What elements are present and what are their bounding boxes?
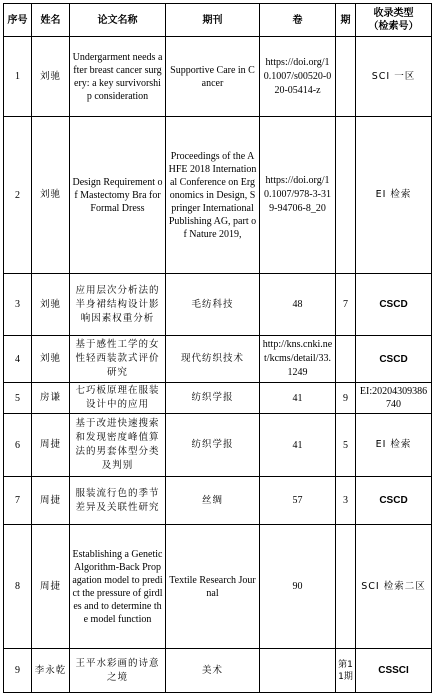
header-volume: 卷 <box>260 4 336 37</box>
cell-name: 刘驰 <box>32 37 70 117</box>
cell-journal: 纺织学报 <box>166 383 260 414</box>
cell-journal: Proceedings of the AHFE 2018 International Conference on Ergonomics in Design, Springer International Publishing AG, part of Nature 2019, <box>166 117 260 274</box>
cell-seq: 5 <box>4 383 32 414</box>
cell-volume: 57 <box>260 477 336 525</box>
cell-issue: 5 <box>336 414 356 477</box>
cell-volume: 41 <box>260 414 336 477</box>
cell-index: SCI 检索二区 <box>356 525 432 649</box>
cell-volume: https://doi.org/10.1007/978-3-319-94706-8_20 <box>260 117 336 274</box>
cell-issue: 9 <box>336 383 356 414</box>
cell-journal: 纺织学报 <box>166 414 260 477</box>
cell-name: 周捷 <box>32 414 70 477</box>
cell-volume: 90 <box>260 525 336 649</box>
cell-seq: 1 <box>4 37 32 117</box>
cell-name: 周捷 <box>32 525 70 649</box>
cell-issue <box>336 525 356 649</box>
table-row <box>4 37 432 117</box>
table-row <box>4 383 432 414</box>
cell-title: 基于改进快速搜索和发现密度峰值算法的男套体型分类及判别 <box>70 414 166 477</box>
cell-seq: 3 <box>4 274 32 336</box>
table-row <box>4 649 432 693</box>
cell-index: SCI 一区 <box>356 37 432 117</box>
cell-title: Design Requirement of Mastectomy Bra for Formal Dress <box>70 117 166 274</box>
cell-name: 李永乾 <box>32 649 70 693</box>
table-row <box>4 336 432 383</box>
cell-index: EI 检索 <box>356 414 432 477</box>
cell-seq: 2 <box>4 117 32 274</box>
cell-name: 刘驰 <box>32 274 70 336</box>
table-row <box>4 477 432 525</box>
cell-seq: 4 <box>4 336 32 383</box>
cell-issue: 第11期 <box>336 649 356 693</box>
header-seq: 序号 <box>4 4 32 37</box>
cell-title: 基于感性工学的女性轻西装款式评价研究 <box>70 336 166 383</box>
cell-index: CSSCI <box>356 649 432 693</box>
cell-index: EI 检索 <box>356 117 432 274</box>
cell-journal: 美术 <box>166 649 260 693</box>
cell-index: CSCD <box>356 336 432 383</box>
cell-journal: Textile Research Journal <box>166 525 260 649</box>
cell-issue <box>336 117 356 274</box>
cell-seq: 7 <box>4 477 32 525</box>
cell-volume: https://doi.org/10.1007/s00520-020-05414-z <box>260 37 336 117</box>
cell-title: 王平水彩画的诗意之境 <box>70 649 166 693</box>
paper-table <box>3 3 432 693</box>
cell-title: 应用层次分析法的半身裙结构设计影响因素权重分析 <box>70 274 166 336</box>
cell-volume: 48 <box>260 274 336 336</box>
cell-name: 周捷 <box>32 477 70 525</box>
cell-issue: 3 <box>336 477 356 525</box>
cell-index: CSCD <box>356 274 432 336</box>
cell-title: 七巧板原理在服装设计中的应用 <box>70 383 166 414</box>
header-row <box>4 4 432 37</box>
header-issue: 期 <box>336 4 356 37</box>
header-index-line1: 收录类型 <box>373 8 414 19</box>
table-row <box>4 274 432 336</box>
cell-name: 刘驰 <box>32 336 70 383</box>
cell-name: 房谦 <box>32 383 70 414</box>
table-row <box>4 525 432 649</box>
cell-title: Undergarment needs after breast cancer surgery: a key survivorship consideration <box>70 37 166 117</box>
cell-journal: Supportive Care in Cancer <box>166 37 260 117</box>
cell-journal: 丝绸 <box>166 477 260 525</box>
header-index-line2: （检索号） <box>368 21 419 32</box>
header-name: 姓名 <box>32 4 70 37</box>
header-index <box>356 4 432 37</box>
cell-seq: 8 <box>4 525 32 649</box>
cell-issue <box>336 336 356 383</box>
cell-journal: 毛纺科技 <box>166 274 260 336</box>
cell-title: 服装流行色的季节差异及关联性研究 <box>70 477 166 525</box>
header-journal: 期刊 <box>166 4 260 37</box>
cell-seq: 9 <box>4 649 32 693</box>
cell-index: CSCD <box>356 477 432 525</box>
table-row <box>4 414 432 477</box>
cell-title: Establishing a Genetic Algorithm-Back Propagation model to predict the pressure of girdles and to determine the model function <box>70 525 166 649</box>
cell-issue: 7 <box>336 274 356 336</box>
cell-issue <box>336 37 356 117</box>
header-title: 论文名称 <box>70 4 166 37</box>
cell-volume: 41 <box>260 383 336 414</box>
cell-index: EI:20204309386740 <box>356 383 432 414</box>
cell-volume <box>260 649 336 693</box>
cell-volume: http://kns.cnki.net/kcms/detail/33.1249 <box>260 336 336 383</box>
cell-seq: 6 <box>4 414 32 477</box>
table-row <box>4 117 432 274</box>
cell-journal: 现代纺织技术 <box>166 336 260 383</box>
cell-name: 刘驰 <box>32 117 70 274</box>
